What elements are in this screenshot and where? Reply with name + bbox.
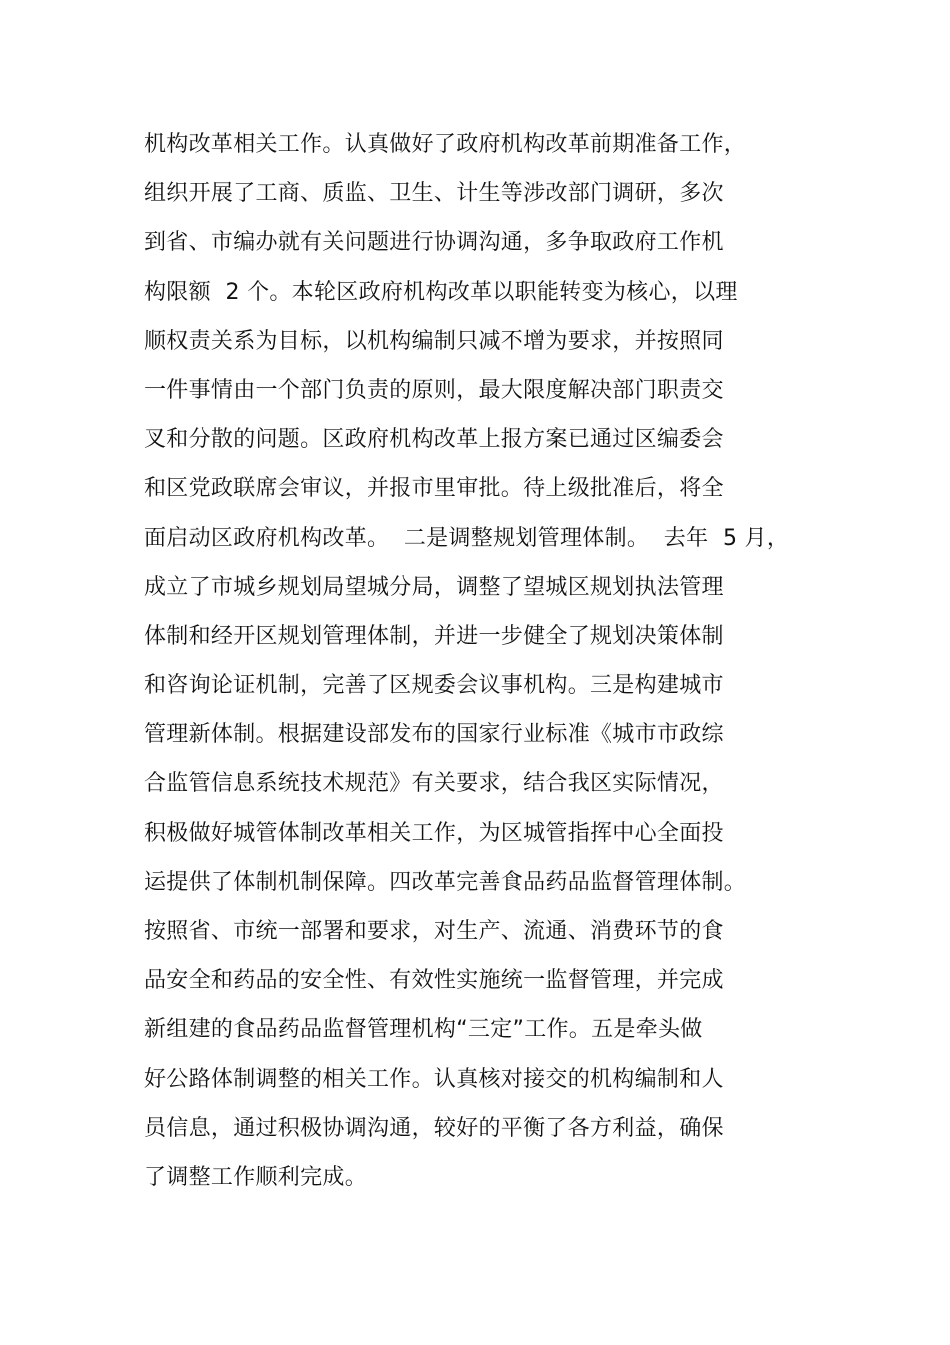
text-line: 了调整工作顺利完成。 [144,1164,368,1190]
text-line: 品安全和药品的安全性、有效性实施统一监督管理，并完成 [144,968,724,994]
text-line: 机构改革相关工作。认真做好了政府机构改革前期准备工作， [144,132,747,157]
text-line: 组织开展了工商、质监、卫生、计生等涉改部门调研，多次 [144,181,724,207]
text-line: 积极做好城管体制改革相关工作，为区城管指挥中心全面投 [144,820,724,846]
text-line: 运提供了体制机制保障。四改革完善食品药品监督管理体制。 [144,869,747,895]
body-text [144,120,924,1202]
text-line: 体制和经开区规划管理体制，并进一步健全了规划决策体制 [144,623,724,649]
text-line: 构限额 2 个。本轮区政府机构改革以职能转变为核心，以理 [144,279,738,305]
text-line: 叉和分散的问题。区政府机构改革上报方案已通过区编委会 [144,427,724,453]
text-line: 和区党政联席会审议，并报市里审批。待上级批准后，将全 [144,476,724,502]
text-line: 和咨询论证机制，完善了区规委会议事机构。三是构建城市 [144,673,724,699]
text-line: 员信息，通过积极协调沟通，较好的平衡了各方利益，确保 [144,1115,724,1141]
text-line: 面启动区政府机构改革。 二是调整规划管理体制。 去年 5 月， [144,525,790,551]
text-line: 成立了市城乡规划局望城分局，调整了望城区规划执法管理 [144,574,724,600]
text-line: 管理新体制。根据建设部发布的国家行业标准《城市市政综 [144,722,724,748]
text-line: 一件事情由一个部门负责的原则，最大限度解决部门职责交 [144,377,724,403]
text-line: 顺权责关系为目标，以机构编制只减不增为要求，并按照同 [144,328,724,354]
text-line: 好公路体制调整的相关工作。认真核对接交的机构编制和人 [144,1066,724,1092]
text-line: 按照省、市统一部署和要求，对生产、流通、消费环节的食 [144,919,724,944]
text-line: 合监管信息系统技术规范》有关要求，结合我区实际情况， [144,771,724,797]
text-line: 新组建的食品药品监督管理机构“三定”工作。五是牵头做 [144,1017,703,1043]
text-line: 到省、市编办就有关问题进行协调沟通，多争取政府工作机 [144,230,724,256]
